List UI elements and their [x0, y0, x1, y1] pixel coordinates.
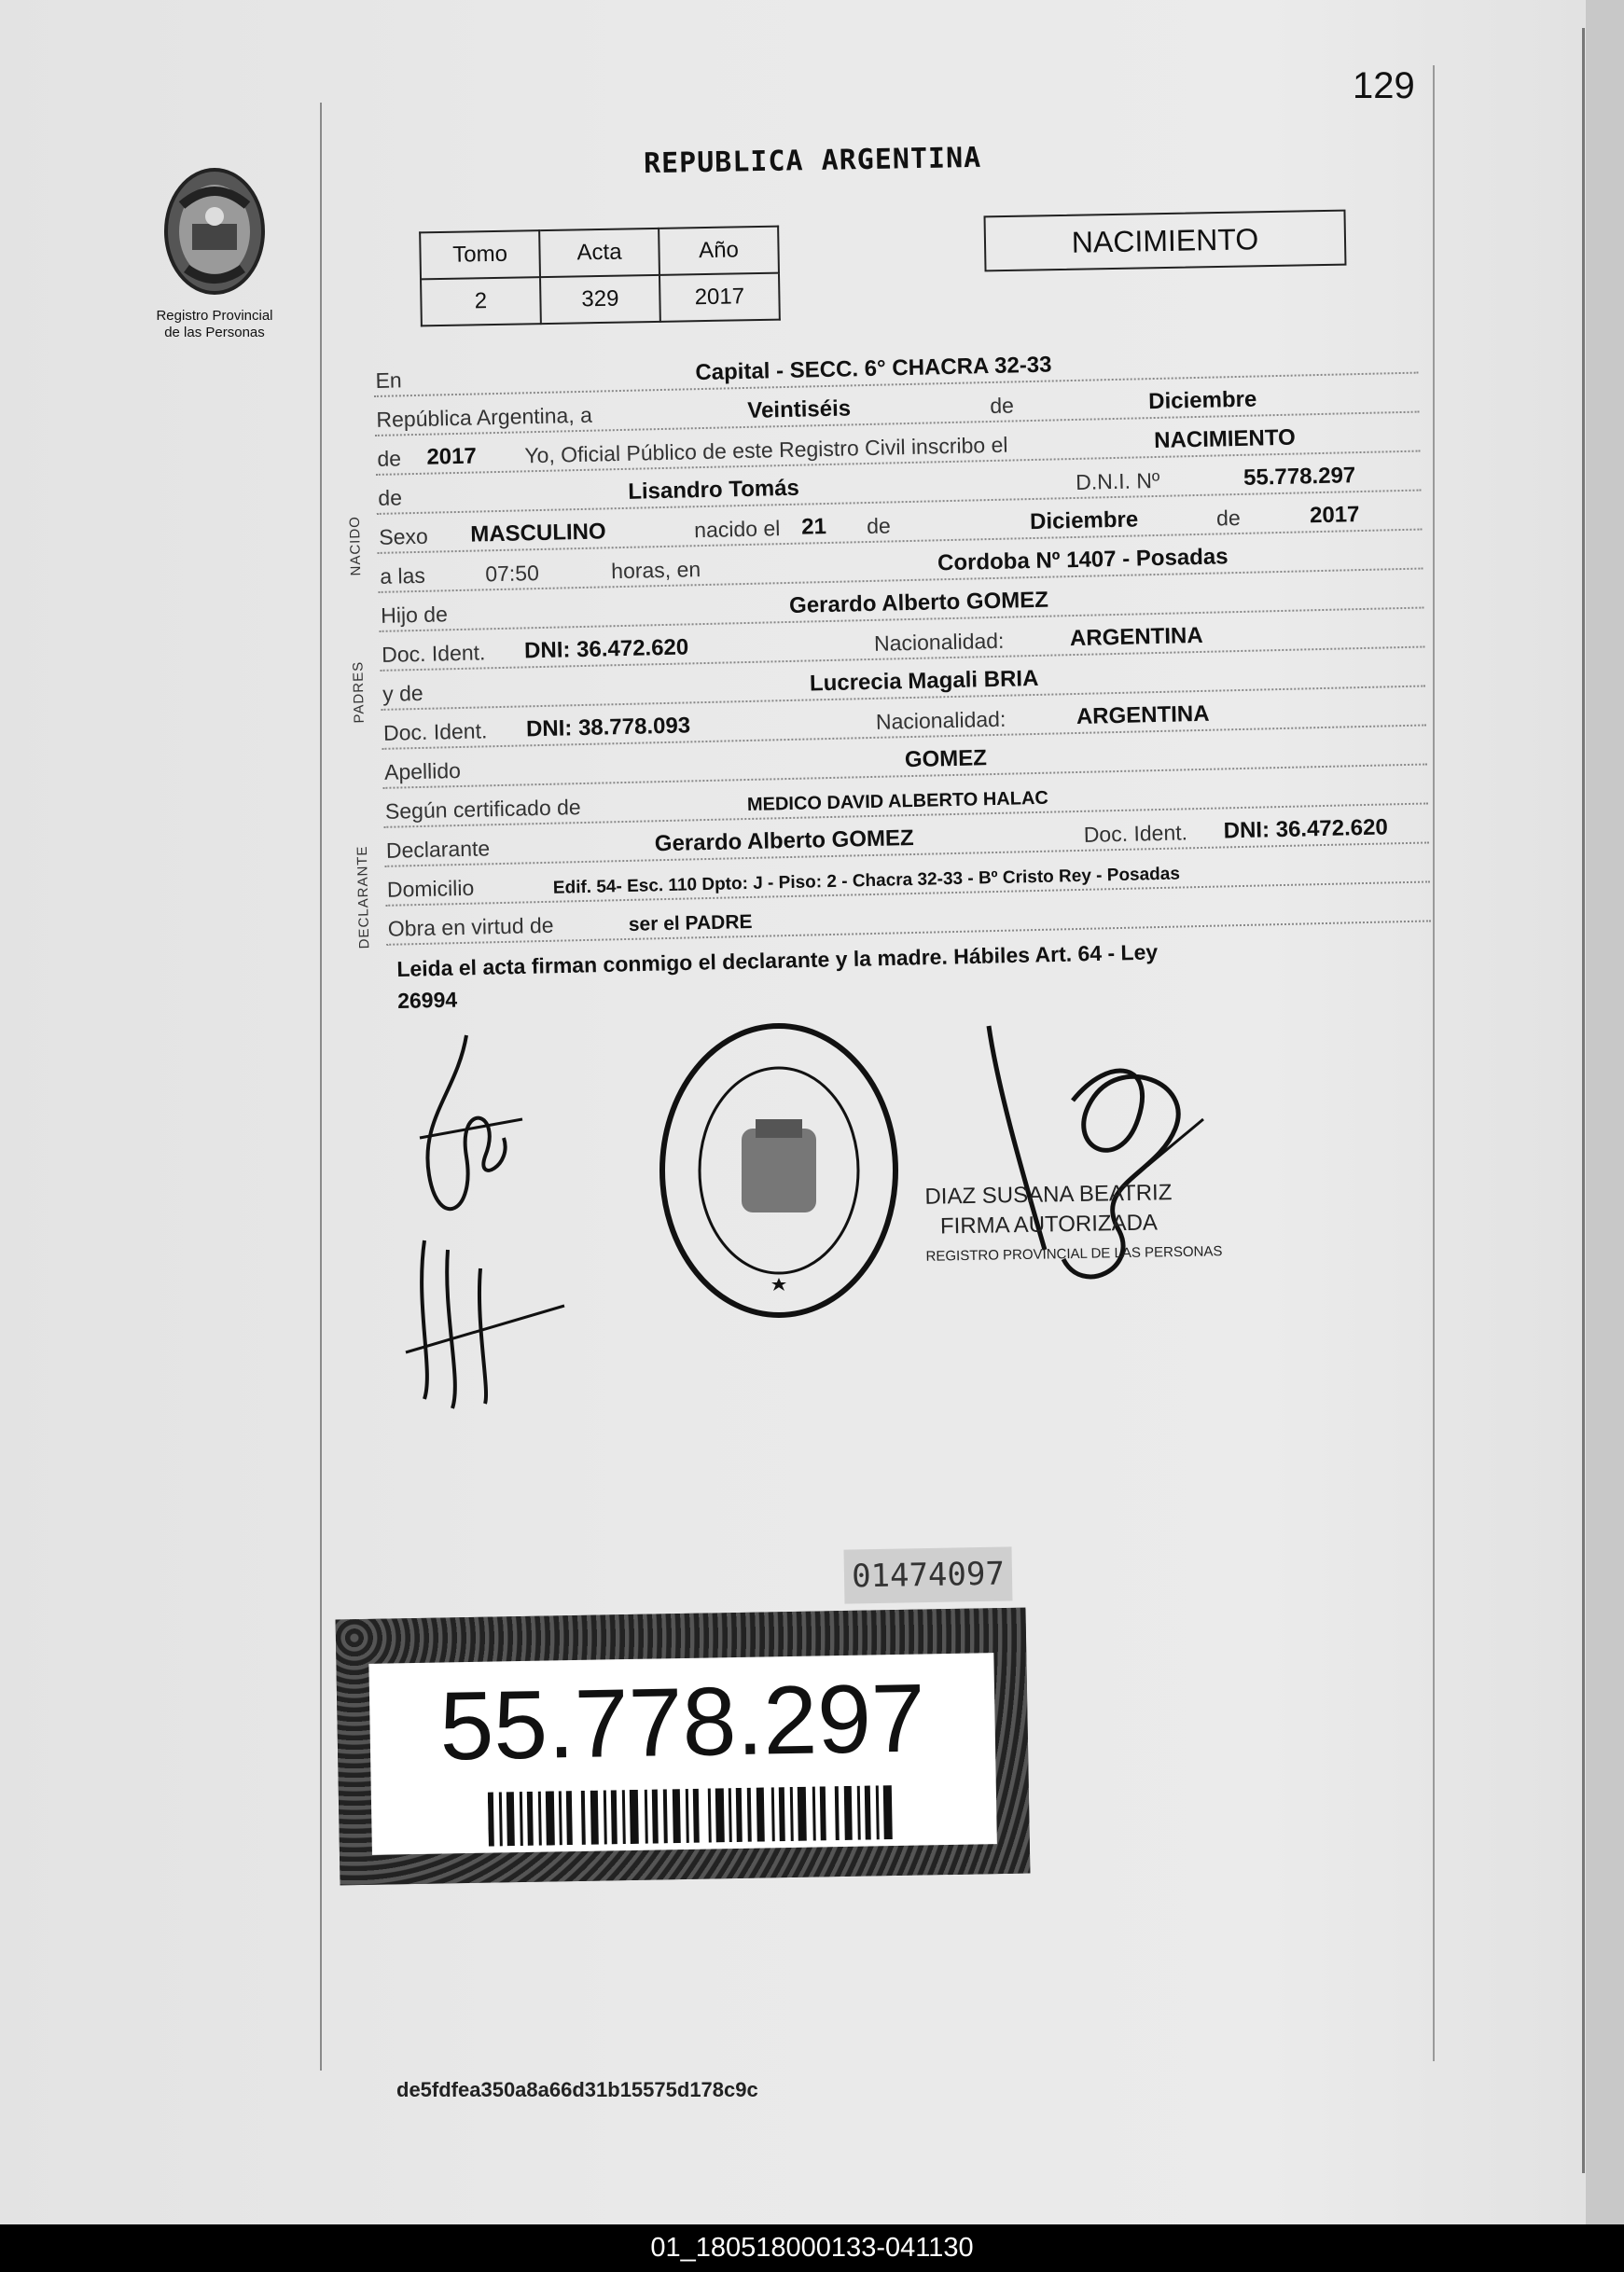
value-madre-nac: ARGENTINA: [1076, 700, 1210, 729]
label-declarante: Declarante: [385, 836, 491, 863]
closing-line-2: 26994: [396, 987, 458, 1013]
value-nacido-mes: Diciembre: [1029, 506, 1139, 535]
footer-id: 01_180518000133-041130: [0, 2224, 1624, 2272]
value-year: 2017: [426, 443, 478, 470]
value-madre-doc: DNI: 38.778.093: [525, 713, 691, 742]
value-padre-nac: ARGENTINA: [1069, 622, 1203, 652]
label-en: En: [375, 367, 402, 393]
label-madre-doc: Doc. Ident.: [382, 718, 488, 745]
value-nacido-dia: 21: [800, 514, 827, 540]
left-margin-line: [320, 103, 322, 2071]
label-de-year: de: [377, 446, 402, 471]
section-label-declarante: DECLARANTE: [354, 845, 373, 949]
logo-caption-line-1: Registro Provincial: [156, 308, 273, 324]
document-title: REPUBLICA ARGENTINA: [643, 141, 982, 181]
page-number: 129: [1353, 65, 1415, 106]
label-nombre: de: [378, 485, 403, 510]
label-de: de: [990, 393, 1015, 419]
barcode-number: 55.778.297: [438, 1664, 926, 1781]
value-declarante: Gerardo Alberto GOMEZ: [654, 824, 914, 857]
value-nombre: Lisandro Tomás: [627, 475, 800, 505]
label-padre-doc: Doc. Ident.: [381, 640, 486, 667]
value-registro: NACIMIENTO: [1153, 424, 1297, 454]
value-sexo: MASCULINO: [469, 519, 606, 547]
page-edge: [1586, 0, 1624, 2224]
label-declarante-doc: Doc. Ident.: [1083, 820, 1188, 847]
label-padre-nac: Nacionalidad:: [873, 628, 1005, 656]
header-acta: Acta: [539, 229, 659, 277]
label-yde: y de: [382, 680, 423, 706]
mother-signature: [396, 1231, 574, 1418]
value-lugar: Cordoba Nº 1407 - Posadas: [937, 544, 1228, 576]
label-domicilio: Domicilio: [386, 875, 475, 902]
official-name: DIAZ SUSANA BEATRIZ: [924, 1180, 1173, 1210]
declarant-signature: [401, 1026, 541, 1240]
value-apellido: GOMEZ: [904, 745, 988, 773]
official-office: REGISTRO PROVINCIAL DE LAS PERSONAS: [925, 1243, 1223, 1265]
label-obra: Obra en virtud de: [387, 912, 554, 941]
official-role: FIRMA AUTORIZADA: [939, 1210, 1159, 1240]
value-tomo: 2: [421, 277, 541, 326]
closing-statement: [396, 930, 1405, 1016]
value-padre: Gerardo Alberto GOMEZ: [788, 587, 1049, 618]
value-month: Diciembre: [1147, 386, 1257, 415]
value-acta: 329: [540, 275, 660, 324]
label-nacido-de2: de: [1215, 505, 1241, 531]
binding-line: [1582, 28, 1585, 2173]
birth-record-form: [346, 336, 1431, 949]
stamp-number: 01474097: [844, 1546, 1013, 1603]
barcode-label: [368, 1653, 996, 1855]
value-declarante-doc: DNI: 36.472.620: [1223, 814, 1389, 844]
label-registro: Yo, Oficial Público de este Registro Civil inscribo el: [524, 432, 1008, 468]
value-obra: ser el PADRE: [628, 910, 753, 935]
document-hash: de5fdfea350a8a66d31b15575d178c9c: [396, 2078, 758, 2101]
value-certificado: MEDICO DAVID ALBERTO HALAC: [746, 787, 1049, 816]
table-header-row: [420, 227, 779, 280]
section-label-padres: PADRES: [350, 660, 368, 724]
value-hora: 07:50: [484, 561, 540, 587]
barcode-icon: [488, 1785, 899, 1847]
reference-table: [419, 226, 781, 327]
value-day: Veintiséis: [747, 395, 852, 423]
value-dni: 55.778.297: [1242, 463, 1356, 491]
label-hijo: Hijo de: [380, 602, 449, 628]
header-tomo: Tomo: [420, 230, 540, 279]
logo-caption: [131, 308, 298, 341]
value-padre-doc: DNI: 36.472.620: [523, 634, 689, 664]
official-seal: [653, 1017, 905, 1324]
label-horas-en: horas, en: [610, 557, 701, 584]
value-nacido-anio: 2017: [1309, 502, 1360, 529]
logo-caption-line-2: de las Personas: [164, 325, 265, 340]
value-domicilio: Edif. 54- Esc. 110 Dpto: J - Piso: 2 - Chacra 32-33 - Bº Cristo Rey - Posadas: [552, 864, 1181, 898]
section-label-nacido: NACIDO: [346, 515, 365, 576]
id-barcode-card: [336, 1608, 1031, 1886]
label-apellido: Apellido: [383, 757, 462, 784]
misiones-coat-of-arms-icon: [140, 159, 289, 308]
table-value-row: [421, 273, 780, 326]
closing-line-1: Leida el acta firman conmigo el declarante y la madre. Hábiles Art. 64 - Ley: [396, 939, 1159, 981]
label-certificado: Según certificado de: [384, 795, 581, 824]
label-dni: D.N.I. Nº: [1075, 467, 1160, 494]
label-nacido: nacido el: [693, 516, 781, 543]
label-hora: a las: [379, 562, 426, 589]
label-nacido-de1: de: [866, 513, 892, 539]
value-place: Capital - SECC. 6° CHACRA 32-33: [695, 352, 1052, 386]
label-republica: República Argentina, a: [376, 402, 593, 432]
right-margin-line: [1433, 65, 1435, 2061]
record-type-box: NACIMIENTO: [984, 210, 1347, 272]
label-madre-nac: Nacionalidad:: [875, 706, 1006, 734]
value-anio: 2017: [659, 273, 780, 322]
header-anio: Año: [659, 227, 779, 275]
label-sexo: Sexo: [379, 523, 429, 549]
value-madre: Lucrecia Magali BRIA: [809, 665, 1039, 697]
official-stamp-text: [924, 1177, 1222, 1272]
